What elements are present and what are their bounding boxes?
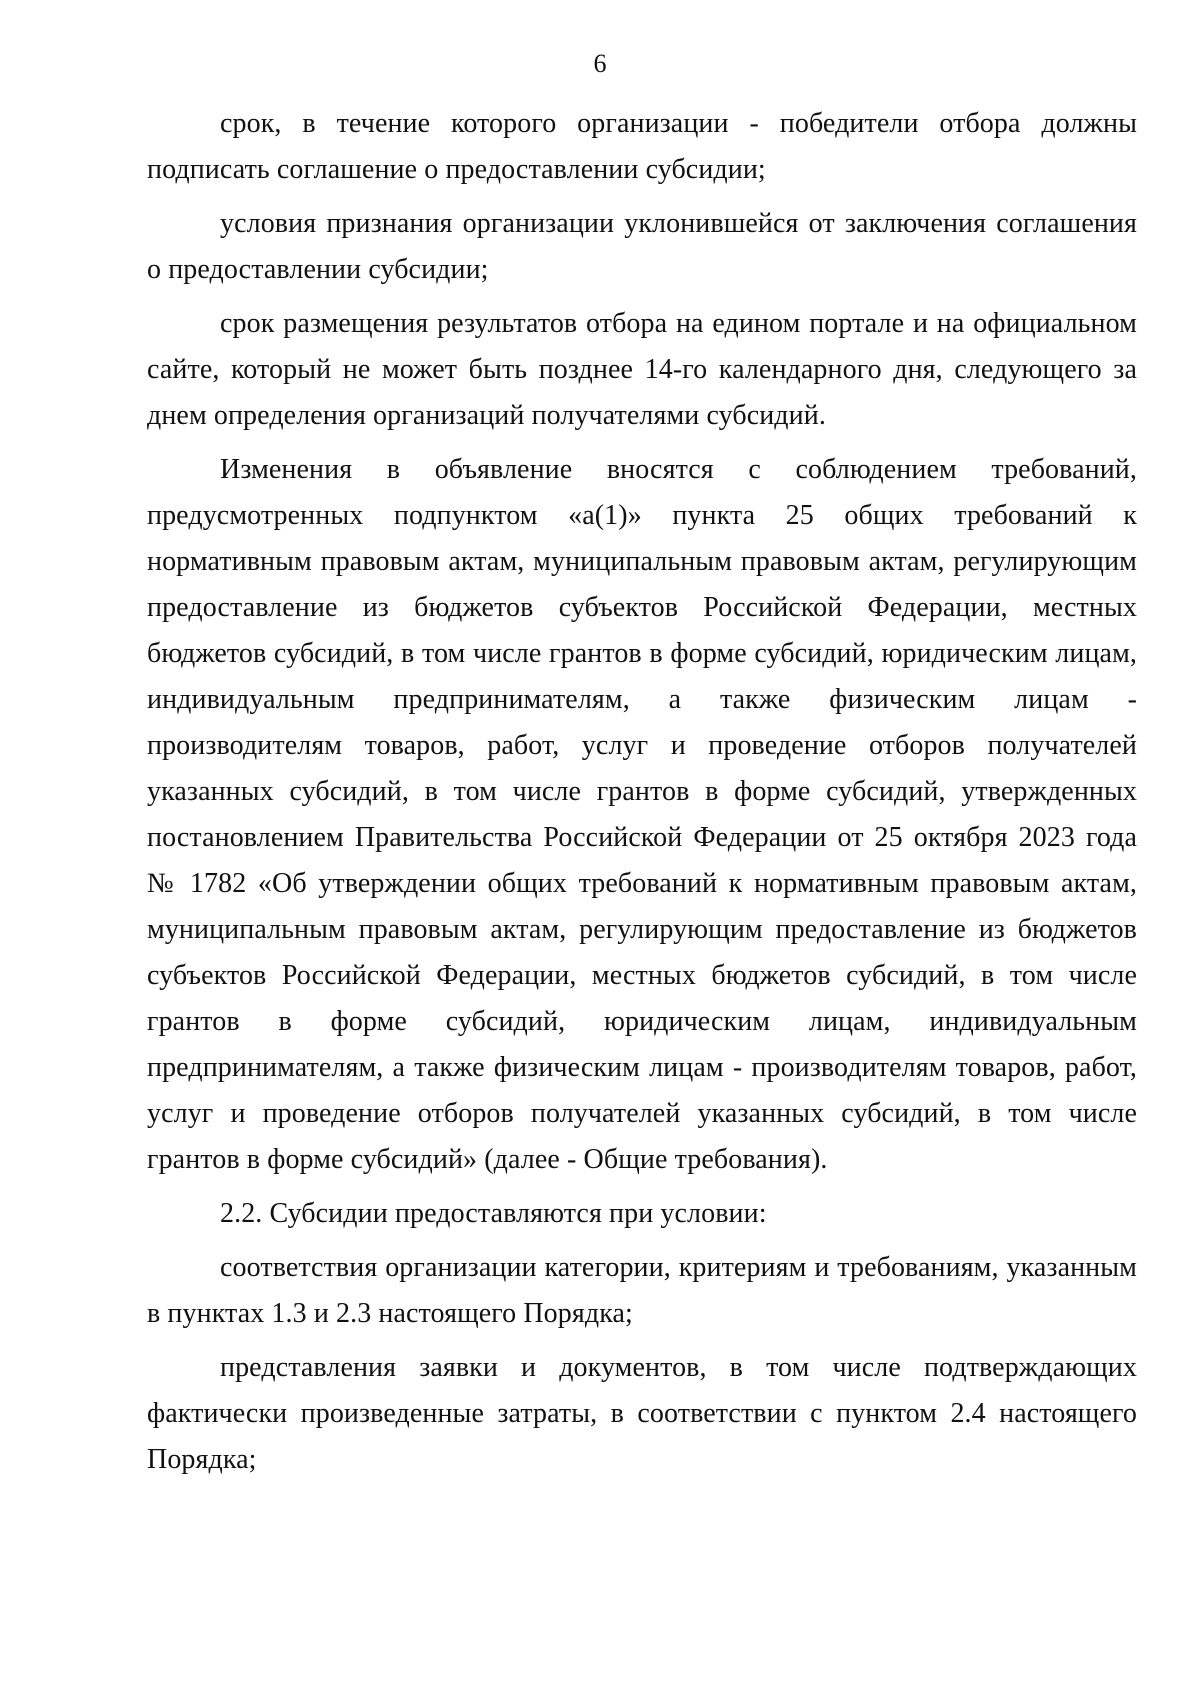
paragraph-announcement-changes: Изменения в объявление вносятся с соблюдением требований, предусмотренных подпунктом «а(1)» пункта 25 общих требований к нормативным правовым актам, муниципальным правовым актам, регулирующим предоставление из бюджетов субъектов Российской Федерации, местных бюджетов субсидий, в том числе грантов в форме субсидий, юридическим лицам, индивидуальным предпринимателям, а также физическим лицам - производителям товаров, работ, услуг и проведение отборов получателей указанных субсидий, в том числе грантов в форме субсидий, утвержденных постановлением Правительства Российской Федерации от 25 октября 2023 года № 1782 «Об утверждении общих требований к нормативным правовым актам, муниципальным правовым актам, регулирующим предоставление из бюджетов субъектов Российской Федерации, местных бюджетов субсидий, в том числе грантов в форме субсидий, юридическим лицам, индивидуальным предпринимателям, а также физическим лицам - производителям товаров, работ, услуг и проведение отборов получателей указанных субсидий, в том числе грантов в форме субсидий» (далее - Общие требования). <box>147 454 1137 1175</box>
paragraph-signing-deadline: срок, в течение которого организации - победители отбора должны подписать соглашение о предоставлении субсидии; <box>147 108 1137 185</box>
paragraph-evasion-conditions: условия признания организации уклонившейся от заключения соглашения о предоставлении субсидии; <box>147 208 1137 285</box>
paragraph-compliance-condition: соответствия организации категории, критериям и требованиям, указанным в пунктах 1.3 и 2.3 настоящего Порядка; <box>147 1252 1137 1329</box>
page-number: 6 <box>593 49 607 78</box>
document-body <box>147 101 1137 1491</box>
paragraph-application-condition: представления заявки и документов, в том числе подтверждающих фактически произведенные затраты, в соответствии с пунктом 2.4 настоящего Порядка; <box>147 1352 1137 1475</box>
paragraph-results-publication: срок размещения результатов отбора на едином портале и на официальном сайте, который не может быть позднее 14-го календарного дня, следующего за днем определения организаций получателями субсидий. <box>147 308 1137 431</box>
paragraph-section-2-2: 2.2. Субсидии предоставляются при условии: <box>220 1198 767 1229</box>
